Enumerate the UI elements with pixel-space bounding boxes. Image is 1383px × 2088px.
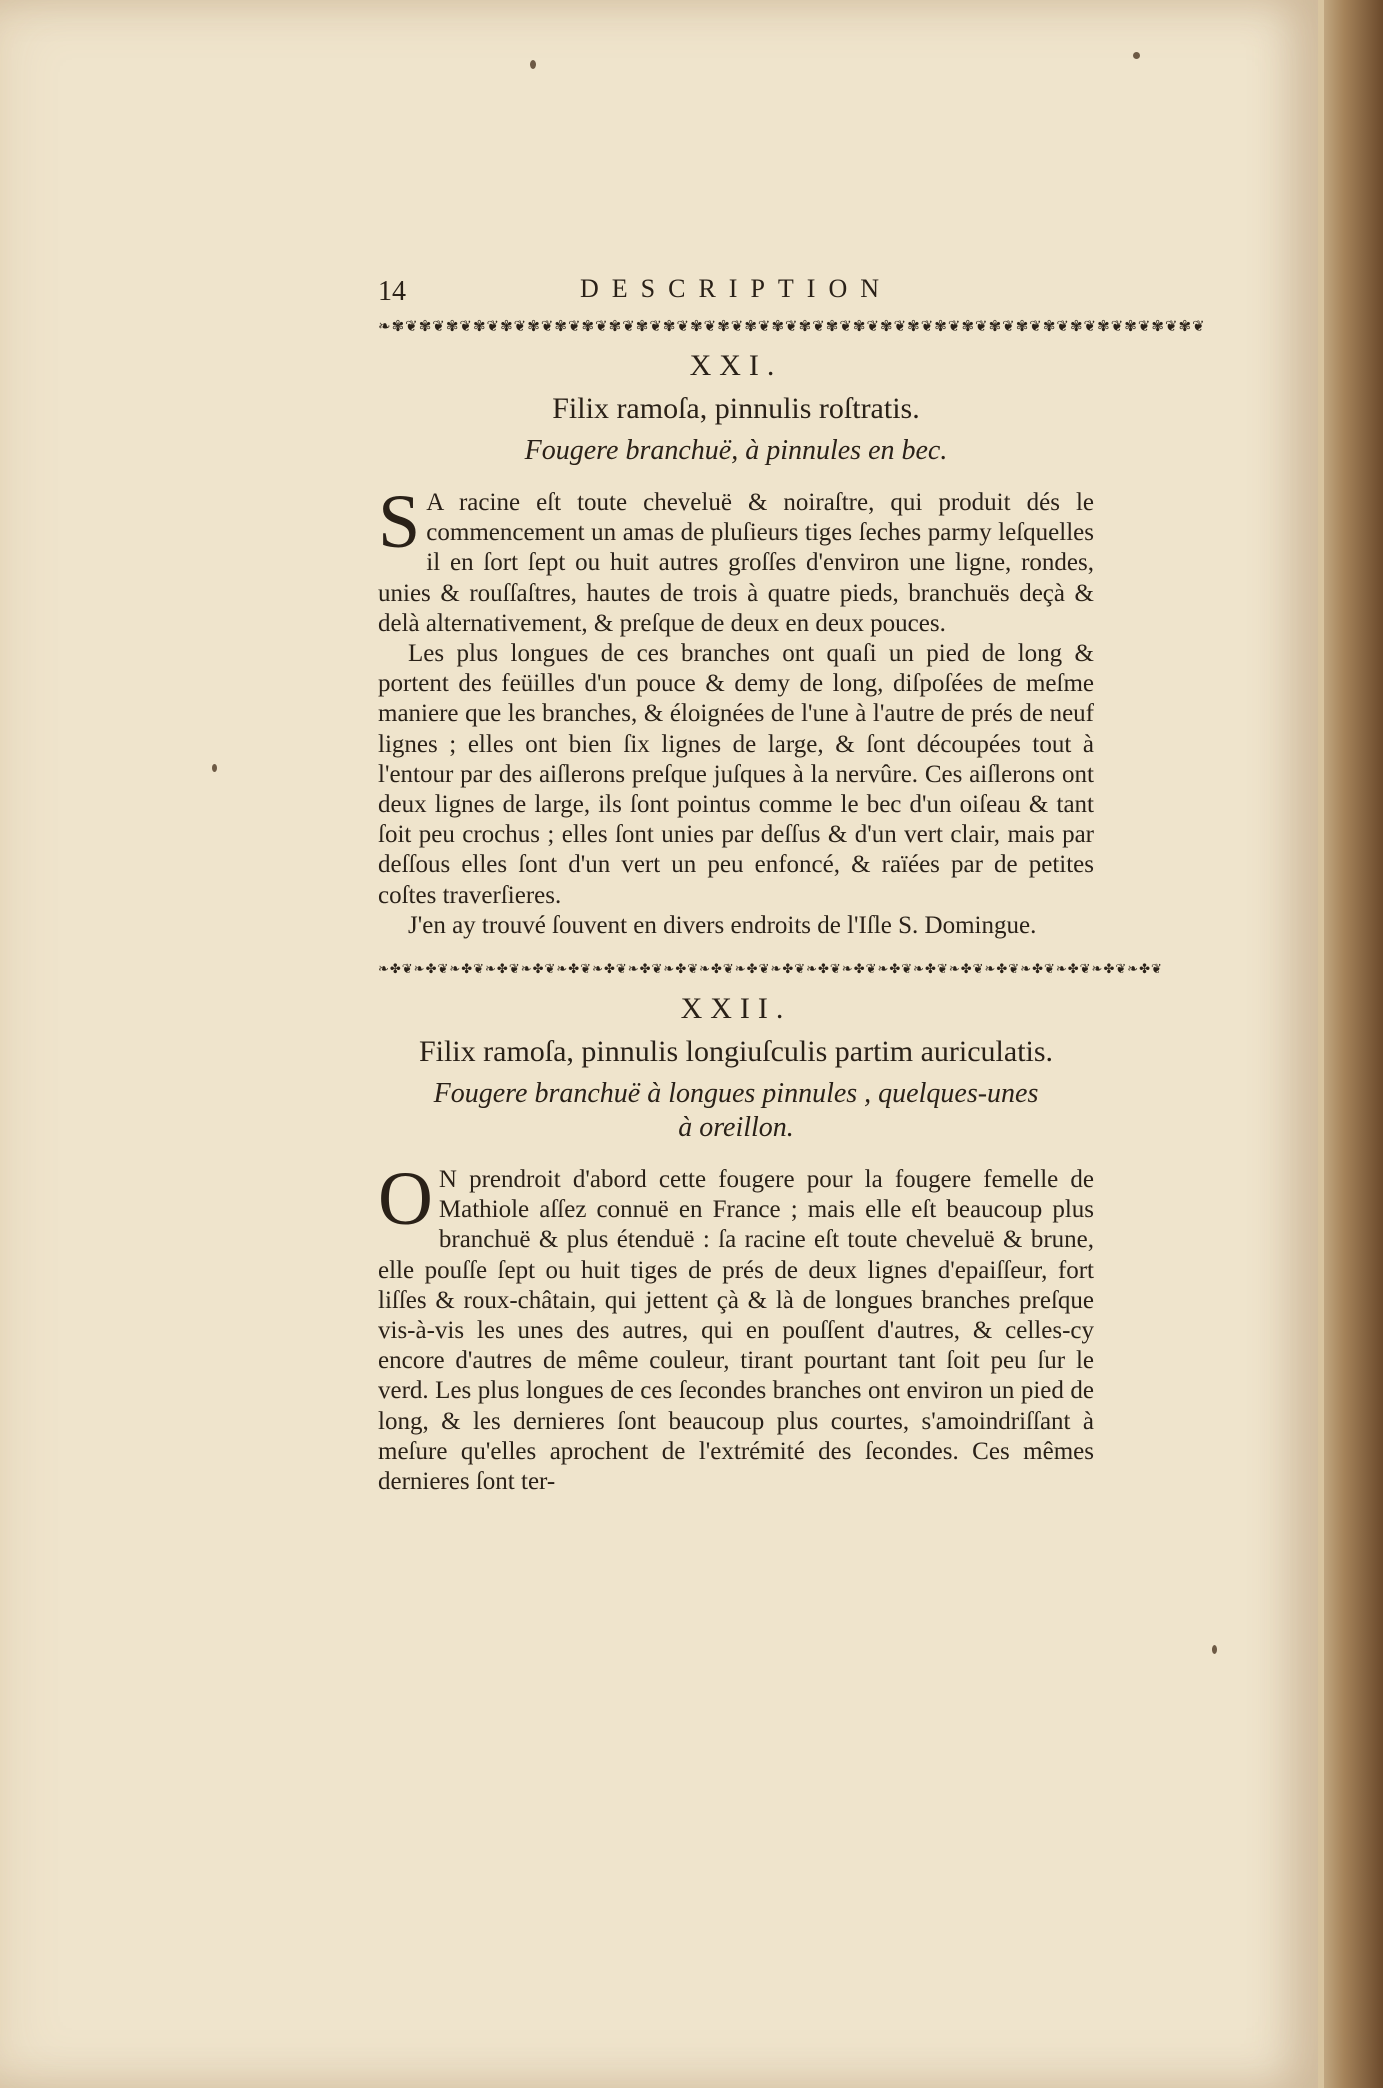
drop-cap-s: S <box>378 480 421 564</box>
ornament-band-middle: ❧✤❦❧✤❦❧✤❦❧✤❦❧✤❦❧✤❦❧✤❦❧✤❦❧✤❦❧✤❦❧✤❦❧✤❦❧✤❦❧✤❦❧✤❦❧✤❦❧✤❦❧✤❦❧✤❦❧✤❦❧✤❦❧✤❦ <box>378 962 1163 978</box>
text-block <box>378 268 1206 1497</box>
page-number: 14 <box>378 276 406 307</box>
section-numeral-xxi: XXI. <box>689 349 783 382</box>
drop-cap-o: O <box>378 1157 433 1242</box>
running-header <box>378 268 1094 308</box>
paragraph-xxi-1-text: A racine eſt toute cheveluë & noiraſtre, qui produit dés le commencement un amas de pluſieurs tiges ſeches parmy leſquelles il en ſort ſept ou huit autres groſſes d'environ une ligne, rondes, unies & rouſſaſtres, hautes de trois à quatre pieds, branchuës deçà & delà alternativement, & preſque de deux en deux pouces. <box>378 489 1094 637</box>
paragraph-xxi-2: Les plus longues de ces branches ont quaſi un pied de long & portent des feüilles d'un pouce & demy de long, diſpoſées de meſme maniere que les branches, & éloignées de l'une à l'autre de prés de neuf lignes ; elles ont bien ſix lignes de large, & ſont découpées tout à l'entour par des aiſlerons preſque juſques à la nervûre. Ces aiſlerons ont deux lignes de large, ils ſont pointus comme le bec d'un oiſeau & tant ſoit peu crochus ; elles ſont unies par deſſus & d'un vert clair, mais par deſſous elles ſont d'un vert un peu enfoncé, & raïées par de petites coſtes traverſieres. <box>378 640 1094 909</box>
latin-title-xxi: Filix ramoſa, pinnulis roſtratis. <box>552 392 920 425</box>
ornament-band-top: ❧✾❦✾❦✾❦✾❦✾❦✾❦✾❦✾❦✾❦✾❦✾❦✾❦✾❦✾❦✾❦✾❦✾❦✾❦✾❦✾❦✾❦✾❦✾❦✾❦✾❦✾❦✾❦✾❦✾❦✾❦ <box>378 317 1206 335</box>
french-title-xxi: Fougere branchuë, à pinnules en bec. <box>524 435 948 466</box>
foxing-spot <box>212 764 217 772</box>
foxing-spot <box>1212 1645 1217 1654</box>
book-edge-binding <box>1318 0 1383 2088</box>
running-title: DESCRIPTION <box>579 274 892 303</box>
foxing-spot <box>530 60 536 69</box>
page-edge-band <box>1318 0 1324 2088</box>
paragraph-xxi-1 <box>378 480 1094 639</box>
paragraph-xxii-1-text: N prendroit d'abord cette fougere pour la fougere femelle de Mathiole aſſez connuë en France ; mais elle eſt beaucoup plus branchuë & plus étenduë : ſa racine eſt toute cheveluë & brune, elle pouſſe ſept ou huit tiges de prés de deux lignes d'epaiſſeur, fort liſſes & roux-châtain, qui jettent çà & là de longues branches preſque vis-à-vis les unes des autres, qui en pouſſent d'autres, & celles-cy encore d'autres de même couleur, tirant pourtant tant ſoit peu ſur le verd. Les plus longues de ces ſecondes branches ont environ un pied de long, & les dernieres ſont beaucoup plus courtes, s'amoindriſſant à meſure qu'elles aprochent de l'extrémité des ſecondes. Ces mêmes dernieres ſont ter- <box>378 1166 1094 1496</box>
foxing-spot <box>1133 52 1140 59</box>
latin-title-xxii: Filix ramoſa, pinnulis longiuſculis partim auriculatis. <box>418 1035 1054 1069</box>
french-title-xxii-line1: Fougere branchuë à longues pinnules , quelques-unes <box>433 1078 1039 1110</box>
french-title-xxii-line2: à oreillon. <box>678 1112 794 1144</box>
paragraph-xxii-1 <box>378 1157 1094 1497</box>
section-numeral-xxii: XXII. <box>680 992 792 1026</box>
paragraph-xxi-3: J'en ay trouvé ſouvent en divers endroits de l'Iſle S. Domingue. <box>408 911 1037 939</box>
